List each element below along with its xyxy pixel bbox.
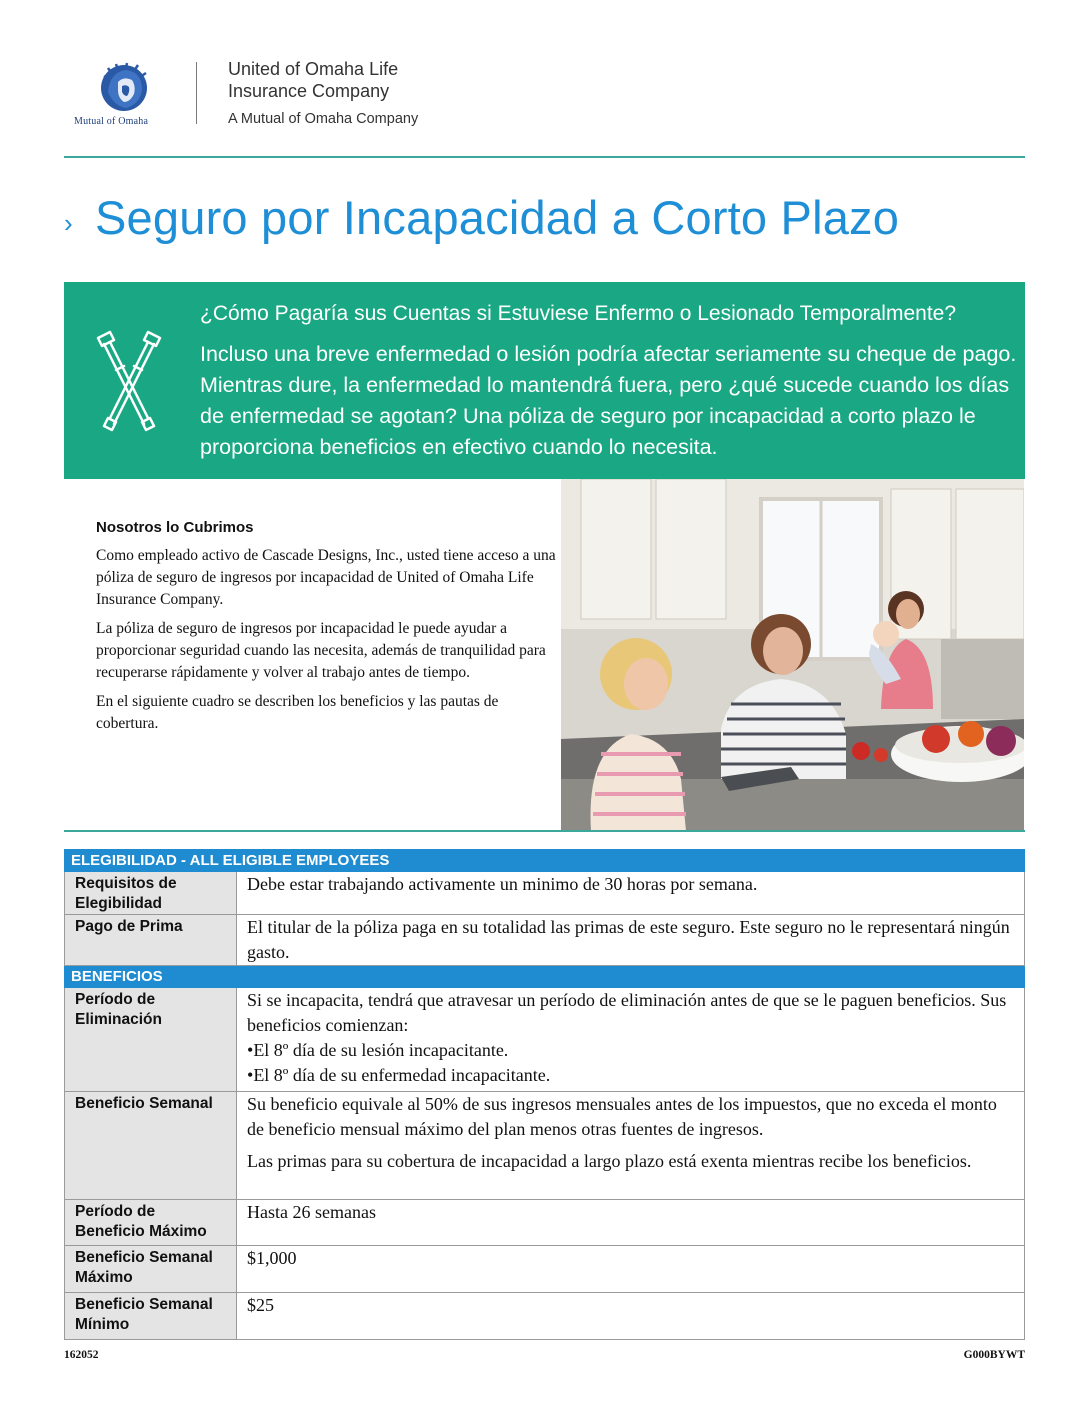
intro-band: [64, 282, 1025, 479]
intro-paragraph-1: Como empleado activo de Cascade Designs, Inc., usted tiene acceso a una póliza de seguro de ingresos por incapacidad de United of Omaha Life Insurance Company.: [96, 547, 556, 608]
row-value-min-weekly-benefit: $25: [237, 1293, 1025, 1340]
footer-policy-code: G000BYWT: [963, 1349, 1025, 1361]
section-header-benefits-label: BENEFICIOS: [65, 966, 1025, 988]
row-value-elimination-period: [237, 988, 1025, 1092]
section-header-eligibility: [65, 850, 1025, 872]
row-label-weekly-benefit: Beneficio Semanal: [65, 1092, 237, 1200]
table-row: [65, 915, 1025, 966]
section-header-eligibility-label: ELEGIBILIDAD - ALL ELIGIBLE EMPLOYEES: [65, 850, 1025, 872]
header: [64, 56, 1024, 156]
weekly-benefit-text-2: Las primas para su cobertura de incapacidad a largo plazo está exenta mientras recibe los beneficios.: [247, 1151, 972, 1171]
title-chevron-icon: ›: [64, 208, 73, 238]
band-text: Incluso una breve enfermedad o lesión podría afectar seriamente su cheque de pago. Mientras dure, la enfermedad lo mantendrá fuera, pero ¿qué sucede cuando los días de enfermedad se agotan? Una póliza de seguro por incapacidad a corto plazo le proporciona beneficios en efectivo cuando lo necesita.: [200, 342, 1017, 459]
row-label-max-weekly-benefit: Beneficio Semanal Máximo: [65, 1246, 237, 1293]
table-row: [65, 1200, 1025, 1246]
logo-wordmark: Mutual of Omaha: [74, 116, 149, 127]
footer-form-number: 162052: [64, 1349, 99, 1361]
row-value-premium-payment: El titular de la póliza paga en su totalidad las primas de este seguro. Este seguro no le representará ningún gasto.: [237, 915, 1025, 966]
page-title: Seguro por Incapacidad a Corto Plazo: [95, 191, 900, 244]
intro-heading: Nosotros lo Cubrimos: [96, 519, 254, 536]
company-line-2: Insurance Company: [228, 81, 390, 101]
row-label-elimination-period: Período de Eliminación: [65, 988, 237, 1092]
company-line-1: United of Omaha Life: [228, 59, 399, 79]
table-row: [65, 872, 1025, 915]
kitchen-family-photo: [561, 479, 1024, 831]
intro-paragraph-2: La póliza de seguro de ingresos por incapacidad le puede ayudar a proporcionar seguridad cuando las necesita, además de tranquilidad para recuperarse rápidamente y volver al trabajo antes de tiempo.: [96, 620, 546, 681]
row-value-weekly-benefit: [237, 1092, 1025, 1200]
company-name: [228, 58, 418, 130]
photo-illustration: [561, 479, 1024, 831]
row-value-max-benefit-period: Hasta 26 semanas: [237, 1200, 1025, 1246]
benefits-table: [64, 849, 1025, 1340]
table-row: [65, 1293, 1025, 1340]
crutches-icon: [92, 326, 166, 434]
elimination-bullet-2: •El 8º día de su enfermedad incapacitante.: [247, 1065, 551, 1085]
top-rule: [64, 156, 1025, 158]
intro-paragraph-3: En el siguiente cuadro se describen los beneficios y las pautas de cobertura.: [96, 693, 499, 732]
table-row: [65, 1246, 1025, 1293]
table-row: [65, 1092, 1025, 1200]
band-heading: ¿Cómo Pagaría sus Cuentas si Estuviese Enfermo o Lesionado Temporalmente?: [200, 302, 957, 325]
row-value-eligibility-requirements: Debe estar trabajando activamente un minimo de 30 horas por semana.: [237, 872, 1025, 915]
header-divider: [196, 62, 197, 124]
row-label-eligibility-requirements: Requisitos de Elegibilidad: [65, 872, 237, 915]
mutual-of-omaha-logo: [74, 62, 184, 132]
row-label-min-weekly-benefit: Beneficio Semanal Mínimo: [65, 1293, 237, 1340]
elimination-bullet-1: •El 8º día de su lesión incapacitante.: [247, 1040, 509, 1060]
bullet-icon: •: [247, 1040, 254, 1060]
elimination-text: Si se incapacita, tendrá que atravesar un período de eliminación antes de que se le paguen beneficios. Sus beneficios comienzan:: [247, 990, 1007, 1035]
lion-logo-icon: [96, 62, 152, 112]
section-rule: [64, 830, 1025, 832]
weekly-benefit-text-1: Su beneficio equivale al 50% de sus ingresos mensuales antes de los impuestos, que no exceda el monto de beneficio mensual máximo del plan menos otras fuentes de ingresos.: [247, 1094, 997, 1139]
company-subtitle: A Mutual of Omaha Company: [228, 111, 419, 127]
row-label-max-benefit-period: Período de Beneficio Máximo: [65, 1200, 237, 1246]
section-header-benefits: [65, 966, 1025, 988]
row-label-premium-payment: Pago de Prima: [65, 915, 237, 966]
bullet-icon: •: [247, 1065, 254, 1085]
row-value-max-weekly-benefit: $1,000: [237, 1246, 1025, 1293]
table-row: [65, 988, 1025, 1092]
intro-section: [96, 519, 556, 742]
